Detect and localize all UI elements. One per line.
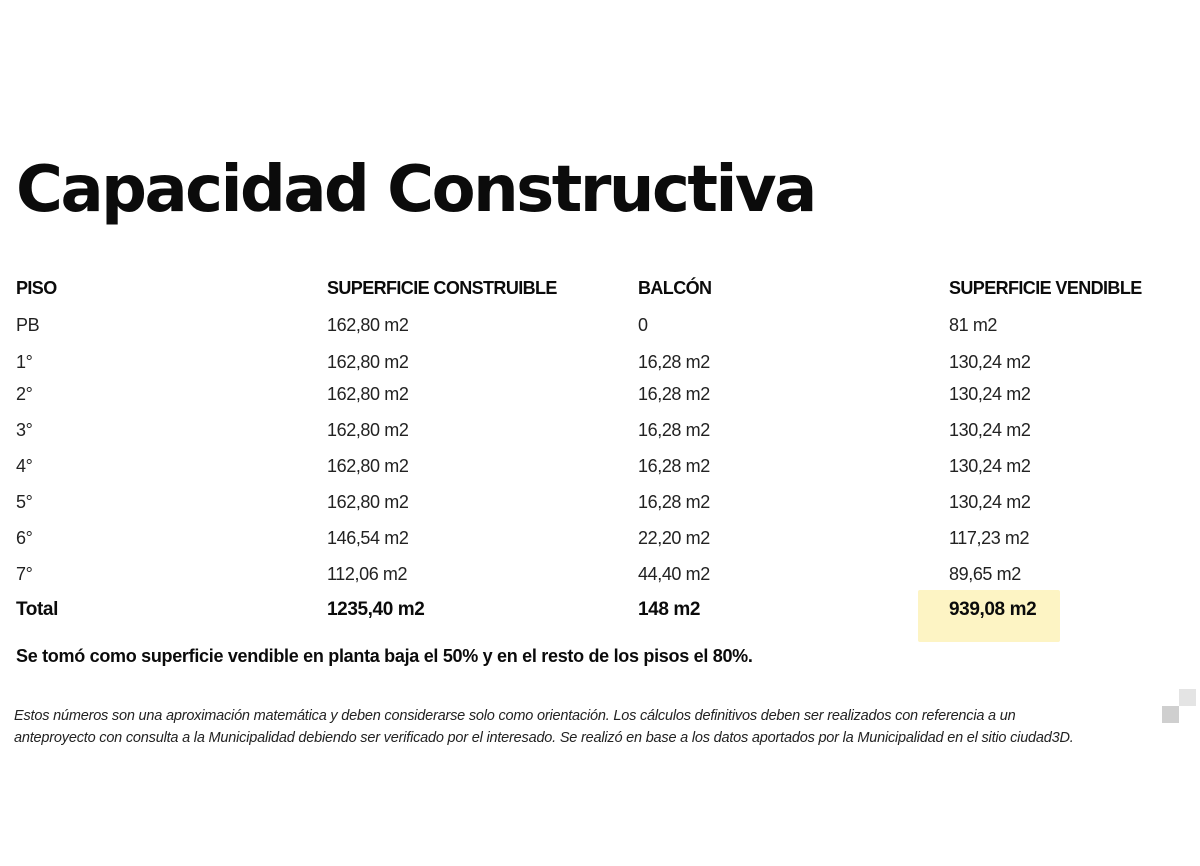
total-label: Total	[16, 599, 58, 620]
cell-superficie-vendible: 81 m2	[949, 315, 998, 335]
cell-balcon: 22,20 m2	[638, 528, 710, 548]
disclaimer-line-2: anteproyecto con consulta a la Municipalidad debiendo ser verificado por el interesado. Se realizó en base a los datos aportados por la Municipalidad en el sitio ciudad3D.	[14, 730, 1074, 746]
cell-superficie-construible: 162,80 m2	[327, 456, 409, 476]
pixel-squares-logo-icon	[1162, 689, 1196, 723]
header-superficie-vendible: SUPERFICIE VENDIBLE	[949, 278, 1142, 298]
cell-superficie-vendible: 130,24 m2	[949, 352, 1031, 372]
cell-balcon: 16,28 m2	[638, 492, 710, 512]
total-superficie-construible: 1235,40 m2	[327, 599, 425, 620]
cell-piso: PB	[16, 315, 40, 335]
cell-piso: 4°	[16, 456, 33, 476]
cell-balcon: 44,40 m2	[638, 564, 710, 584]
cell-superficie-construible: 162,80 m2	[327, 492, 409, 512]
cell-piso: 7°	[16, 564, 33, 584]
cell-superficie-construible: 162,80 m2	[327, 315, 409, 335]
cell-superficie-construible: 112,06 m2	[327, 564, 408, 584]
cell-piso: 3°	[16, 420, 33, 440]
sellable-area-note: Se tomó como superficie vendible en planta baja el 50% y en el resto de los pisos el 80%.	[16, 646, 753, 666]
cell-superficie-vendible: 130,24 m2	[949, 420, 1031, 440]
cell-superficie-construible: 162,80 m2	[327, 420, 409, 440]
cell-superficie-vendible: 117,23 m2	[949, 528, 1030, 548]
total-superficie-vendible: 939,08 m2	[949, 599, 1037, 620]
cell-superficie-construible: 146,54 m2	[327, 528, 409, 548]
disclaimer	[14, 705, 1174, 749]
page-title: Capacidad Constructiva	[16, 153, 815, 227]
cell-piso: 6°	[16, 528, 33, 548]
cell-balcon: 16,28 m2	[638, 420, 710, 440]
cell-superficie-vendible: 130,24 m2	[949, 456, 1031, 476]
header-balcon: BALCÓN	[638, 278, 712, 298]
logo-square-bottom-left	[1162, 706, 1179, 723]
cell-piso: 1°	[16, 352, 33, 372]
cell-superficie-vendible: 130,24 m2	[949, 384, 1031, 404]
total-balcon: 148 m2	[638, 599, 701, 620]
cell-superficie-construible: 162,80 m2	[327, 352, 409, 372]
cell-piso: 5°	[16, 492, 33, 512]
cell-superficie-construible: 162,80 m2	[327, 384, 409, 404]
cell-balcon: 16,28 m2	[638, 352, 710, 372]
cell-balcon: 0	[638, 315, 648, 335]
disclaimer-line-1: Estos números son una aproximación matemática y deben considerarse solo como orientación. Los cálculos definitivos deben ser realizados con referencia a un	[14, 708, 1016, 724]
cell-balcon: 16,28 m2	[638, 384, 710, 404]
cell-piso: 2°	[16, 384, 33, 404]
header-superficie-construible: SUPERFICIE CONSTRUIBLE	[327, 278, 557, 298]
header-piso: PISO	[16, 278, 57, 298]
cell-superficie-vendible: 89,65 m2	[949, 564, 1021, 584]
logo-square-top-right	[1179, 689, 1196, 706]
cell-balcon: 16,28 m2	[638, 456, 710, 476]
cell-superficie-vendible: 130,24 m2	[949, 492, 1031, 512]
